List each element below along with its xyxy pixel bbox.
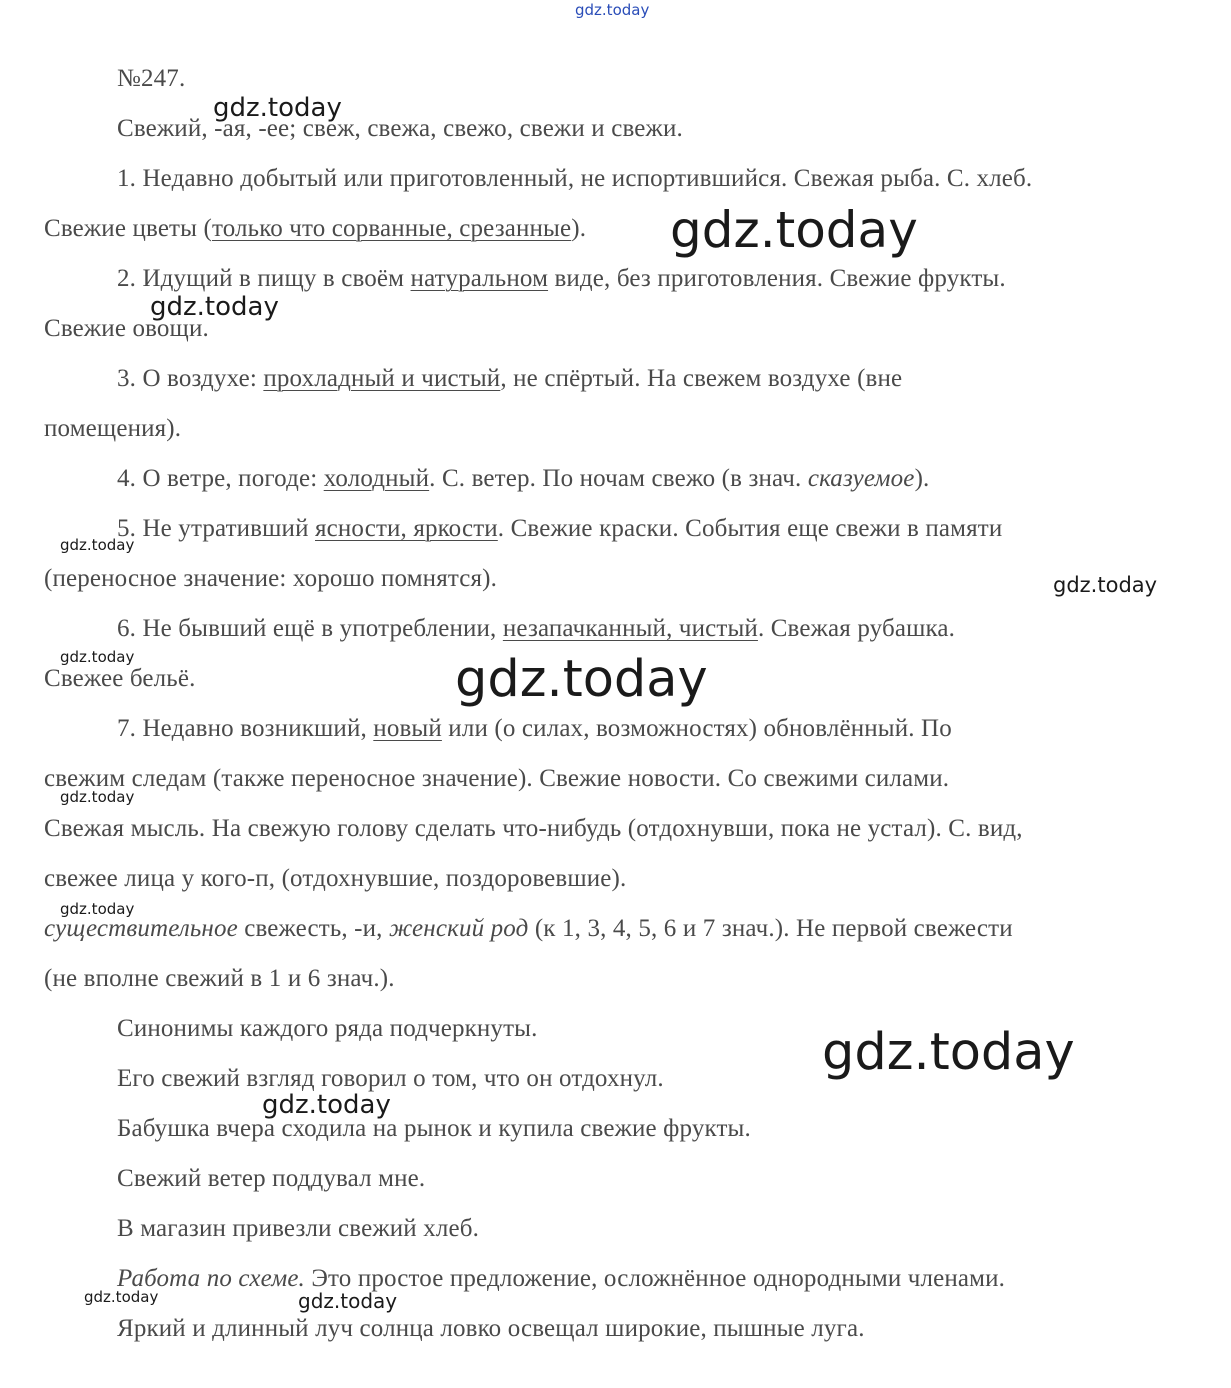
example-sentence: В магазин привезли свежий хлеб.	[117, 1215, 480, 1242]
watermark: gdz.today	[455, 650, 708, 709]
italic-term: женский род	[388, 915, 529, 942]
scheme-line	[117, 1264, 1005, 1294]
watermark: gdz.today	[60, 900, 135, 918]
meaning-7-line-4: свежее лица у кого-п, (отдохнувшие, поздоровевшие).	[44, 865, 627, 892]
text-segment: . Свежие краски. События еще свежи в памяти	[497, 515, 1003, 542]
meaning-3-line-2: помещения).	[44, 415, 182, 442]
underlined-synonym: ясности, яркости	[315, 515, 498, 542]
text-segment: ).	[571, 215, 587, 242]
final-sentence: Яркий и длинный луч солнца ловко освещал широкие, пышные луга.	[117, 1315, 865, 1342]
meaning-7-line-3: Свежая мысль. На свежую голову сделать что-нибудь (отдохнувши, пока не устал). С. вид,	[44, 815, 1023, 842]
text-segment: 4. О ветре, погоде:	[117, 465, 324, 492]
text-segment: свежесть, -и,	[237, 915, 389, 942]
scheme-label: Работа по схеме.	[117, 1265, 305, 1292]
noun-line-1	[44, 914, 1013, 944]
example-sentence: Его свежий взгляд говорил о том, что он отдохнул.	[117, 1065, 664, 1092]
word-forms: Свежий, -ая, -ее; свеж, свежа, свежо, свежи и свежи.	[117, 115, 683, 142]
underlined-synonym: холодный	[323, 465, 430, 492]
meaning-6-line-2: Свежее бельё.	[44, 665, 196, 692]
underlined-synonym: натуральном	[410, 265, 549, 292]
meaning-2-line-2: Свежие овощи.	[44, 315, 209, 342]
text-segment: 7. Недавно возникший,	[117, 715, 374, 742]
watermark: gdz.today	[262, 1090, 391, 1120]
meaning-1-line-2	[44, 214, 586, 244]
synonyms-note: Синонимы каждого ряда подчеркнуты.	[117, 1015, 538, 1042]
meaning-6-line-1	[117, 614, 955, 644]
text-segment: (к 1, 3, 4, 5, 6 и 7 знач.). Не первой свежести	[528, 915, 1013, 942]
underlined-synonym: новый	[373, 715, 442, 742]
meaning-2-line-1	[117, 264, 1006, 294]
meaning-1-line-1: 1. Недавно добытый или приготовленный, не испортившийся. Свежая рыба. С. хлеб.	[117, 165, 1033, 192]
text-segment: 3. О воздухе:	[117, 365, 264, 392]
text-segment: 2. Идущий в пищу в своём	[117, 265, 411, 292]
italic-term: сказуемое	[807, 465, 915, 492]
text-segment: или (о силах, возможностях) обновлённый. По	[441, 715, 952, 742]
meaning-5-line-2: (переносное значение: хорошо помнятся).	[44, 565, 497, 592]
text-segment: . С. ветер. По ночам свежо (в знач.	[429, 465, 808, 492]
text-segment: Это простое предложение, осложнённое однородными членами.	[304, 1265, 1006, 1292]
text-segment: Свежие цветы (	[44, 215, 212, 242]
text-segment: ).	[914, 465, 930, 492]
watermark-top: gdz.today	[575, 1, 650, 19]
text-segment: 5. Не утративший	[117, 515, 315, 542]
watermark: gdz.today	[298, 1289, 398, 1313]
noun-line-2: (не вполне свежий в 1 и 6 знач.).	[44, 965, 395, 992]
watermark: gdz.today	[84, 1288, 159, 1306]
meaning-7-line-1	[117, 714, 952, 744]
italic-term: существительное	[44, 915, 238, 942]
underlined-synonym: прохладный и чистый	[263, 365, 501, 392]
text-segment: виде, без приготовления. Свежие фрукты.	[548, 265, 1006, 292]
watermark: gdz.today	[213, 93, 342, 123]
text-segment: . Свежая рубашка.	[757, 615, 956, 642]
watermark: gdz.today	[60, 788, 135, 806]
example-sentence: Бабушка вчера сходила на рынок и купила свежие фрукты.	[117, 1115, 751, 1142]
watermark: gdz.today	[822, 1023, 1075, 1082]
underlined-synonym: только что сорванные, срезанные	[211, 215, 572, 242]
meaning-3-line-1	[117, 364, 902, 394]
underlined-synonym: незапачканный, чистый	[502, 615, 758, 642]
example-sentence: Свежий ветер поддувал мне.	[117, 1165, 426, 1192]
watermark: gdz.today	[150, 292, 279, 322]
text-segment: 6. Не бывший ещё в употреблении,	[117, 615, 503, 642]
meaning-4-line-1	[117, 464, 929, 494]
exercise-number: №247.	[117, 65, 186, 92]
meaning-5-line-1	[117, 514, 1002, 544]
watermark: gdz.today	[1053, 573, 1158, 597]
watermark: gdz.today	[60, 648, 135, 666]
watermark: gdz.today	[60, 536, 135, 554]
watermark: gdz.today	[670, 201, 918, 259]
meaning-7-line-2: свежим следам (также переносное значение). Свежие новости. Со свежими силами.	[44, 765, 950, 792]
text-segment: , не спёртый. На свежем воздухе (вне	[500, 365, 903, 392]
